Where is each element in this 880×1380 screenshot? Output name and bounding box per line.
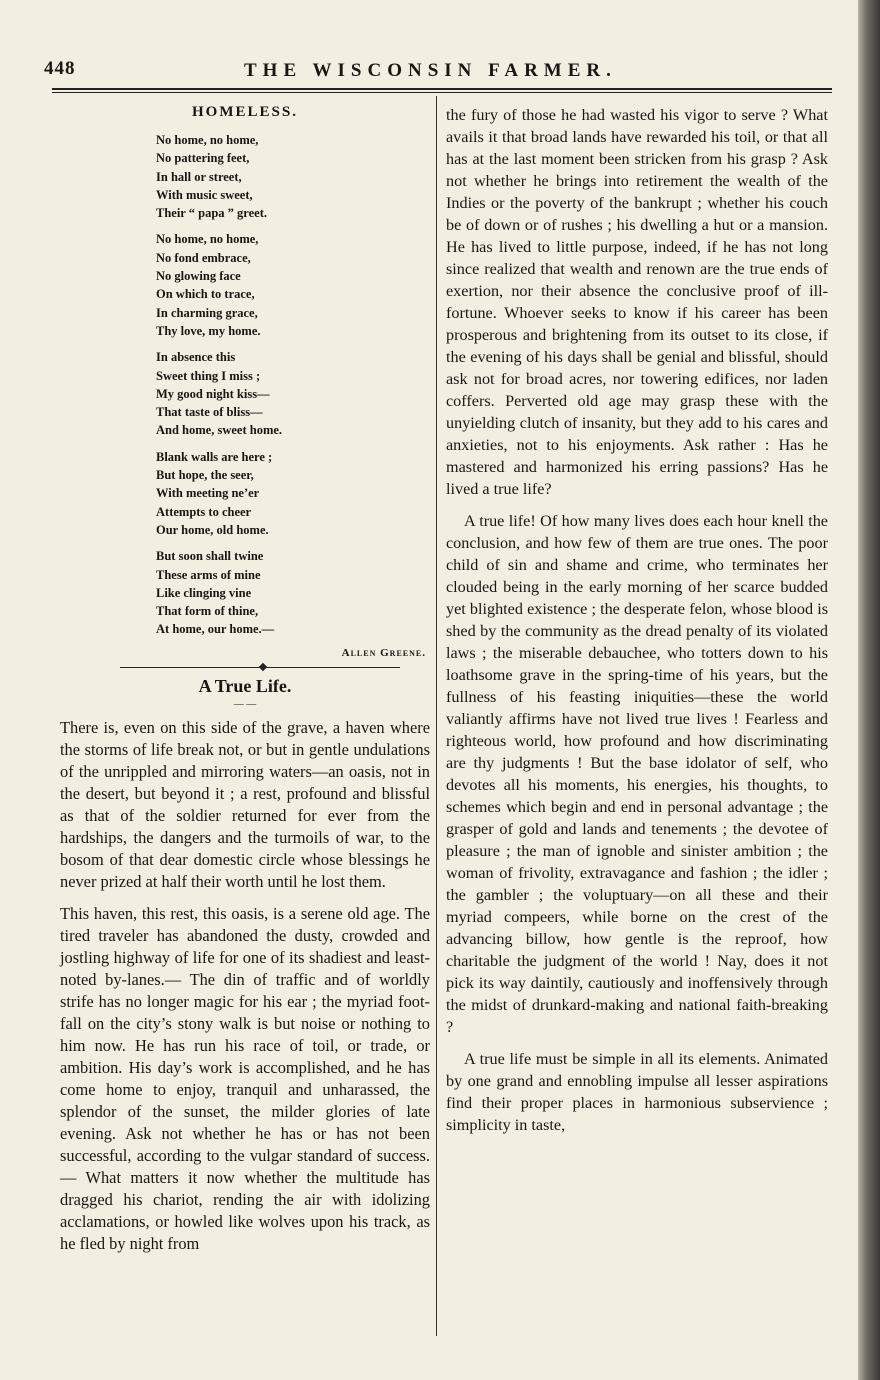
poem-line: These arms of mine bbox=[156, 567, 261, 582]
poem-line: With music sweet, bbox=[156, 187, 253, 202]
poem-line: No pattering feet, bbox=[156, 151, 250, 166]
poem-line: That taste of bliss— bbox=[156, 405, 263, 420]
poem-line: With meeting ne’er bbox=[156, 486, 260, 501]
article-paragraph: This haven, this rest, this oasis, is a serene old age. The tired traveler has abandoned the dusty, crowded and jostling highway of life for one of its shadiest and least-noted by-lanes.— The din of traffic and of worldly strife has no longer magic for his ear ; the myriad foot-fall on the city’s stony walk is but noise or nothing to him now. He has run his race of toil, or trade, or ambition. His day’s work is accomplished, and he has come home to enjoy, tranquil and unharassed, the splendor of the sunset, the milder glories of late evening. Ask not whether he has or has not been successful, according to the vulgar standard of success.— What matters it now whether the multitude has dragged his chariot, rending the air with idolizing acclamations, or howled like wolves upon his track, as he fled by night from bbox=[60, 903, 430, 1253]
page-header bbox=[44, 58, 844, 88]
poem-line: Like clinging vine bbox=[156, 585, 252, 600]
poem-line: That form of thine, bbox=[156, 604, 259, 619]
poem-line: No home, no home, bbox=[156, 232, 259, 247]
poem-line: In charming grace, bbox=[156, 305, 258, 320]
poem-stanza bbox=[156, 448, 430, 539]
title-dash: — — bbox=[233, 698, 257, 710]
poem-line: But hope, the seer, bbox=[156, 468, 254, 483]
poem-line: But soon shall twine bbox=[156, 549, 264, 564]
article-paragraph: the fury of those he had wasted his vigor to serve ? What avails it that broad lands have rewarded his toil, or that all has at the last moment been stricken from his grasp ? Ask not whether he brings into retirement the wealth of the Indies or the poverty of the bankrupt ; whether his couch be of down or of rushes ; his dwelling a hut or a mansion. He has lived to little purpose, indeed, if he has not long since realized that wealth and renown are the true ends of exertion, nor their absence the conclusive proof of ill-fortune. Whoever seeks to know if his career has been prosperous and brightening from its outset to its close, if the evening of his days shall be genial and blissful, should ask not for broad acres, nor towering edifices, nor laden coffers. Perverted old age may grasp these with the unyielding clutch of insanity, but they add to his cares and anxieties, not to his enjoyments. Ask rather : Has he mastered and harmonized his erring passions? Has he lived a true life? bbox=[446, 106, 828, 498]
poem-line: And home, sweet home. bbox=[156, 423, 283, 438]
poem-line: No fond embrace, bbox=[156, 250, 251, 265]
right-column bbox=[446, 104, 828, 1136]
poem-line: Attempts to cheer bbox=[156, 504, 252, 519]
poem-line: No home, no home, bbox=[156, 133, 259, 147]
page-number: 448 bbox=[44, 58, 76, 79]
poem-stanza bbox=[156, 230, 430, 340]
poem-line: On which to trace, bbox=[156, 287, 255, 302]
poem-line: My good night kiss— bbox=[156, 386, 270, 401]
article-paragraph: There is, even on this side of the grave, a haven where the storms of life break not, or but in gentle undulations of the unrippled and mirroring waters—an oasis, not in the desert, but beyond it ; a rest, profound and blissful as that of the soldier returned for ever from the hardships, the dangers and the turmoils of war, to the bosom of that dear domestic circle whose blessings he never prized at half their worth until he lost them. bbox=[60, 717, 430, 891]
poem-body bbox=[156, 131, 430, 639]
poem-line: At home, our home.— bbox=[156, 622, 275, 637]
poem-line: Sweet thing I miss ; bbox=[156, 368, 261, 383]
poem-line: Their “ papa ” greet. bbox=[156, 206, 267, 221]
poem-line: No glowing face bbox=[156, 269, 241, 284]
poem-line: Blank walls are here ; bbox=[156, 449, 273, 464]
poem-author: Allen Greene. bbox=[341, 646, 426, 659]
poem-line: In absence this bbox=[156, 350, 236, 365]
poem-line: Thy love, my home. bbox=[156, 323, 261, 338]
section-divider bbox=[120, 667, 400, 668]
running-title: THE WISCONSIN FARMER. bbox=[244, 60, 617, 81]
left-column bbox=[60, 100, 430, 1255]
header-rule bbox=[52, 88, 832, 93]
article-paragraph: A true life must be simple in all its elements. Animated by one grand and ennobling impulse all lesser aspirations find their proper places in harmonious subservience ; simplicity in taste, bbox=[446, 1050, 828, 1134]
poem-title: HOMELESS. bbox=[192, 104, 298, 120]
poem-stanza bbox=[156, 131, 430, 222]
poem-line: Our home, old home. bbox=[156, 522, 269, 537]
article-title: A True Life. bbox=[198, 675, 292, 696]
article-paragraph: A true life! Of how many lives does each hour knell the conclusion, and how few of them are true ones. The poor child of sin and shame and crime, who terminates her clouded being in the early morning of her scarce budded yet blighted existence ; the desperate felon, whose blood is shed by the community as the dread penalty of its violated laws ; the miserable debauchee, who totters down to his loathsome grave in the spring-time of his years, but the fullness of his feasting iniquities—these the world valiantly affirms have not lived true lives ! Fearless and righteous world, how profound and how discriminating are thy judgments ! But the base idolator of self, who devotes all his moments, his energies, his thoughts, to schemes which begin and end in personal advantage ; the grasper of gold and lands and tenements ; the devotee of pleasure ; the man of ignoble and sinister ambition ; the woman of frivolity, extravagance and fashion ; the idler ; the gambler ; the voluptuary—on all these and their myriad compeers, while borne on the crest of the advancing billow, how gentle is the reproof, how charitable the judgment of the world ! Nay, does it not pick its way daintily, cautiously and inoffensively through the midst of drunkard-making and national faith-breaking ? bbox=[446, 512, 828, 1036]
poem-stanza bbox=[156, 348, 430, 439]
column-divider bbox=[436, 96, 437, 1336]
book-binding-edge bbox=[858, 0, 880, 1380]
poem-line: In hall or street, bbox=[156, 169, 242, 184]
poem-stanza bbox=[156, 547, 430, 638]
